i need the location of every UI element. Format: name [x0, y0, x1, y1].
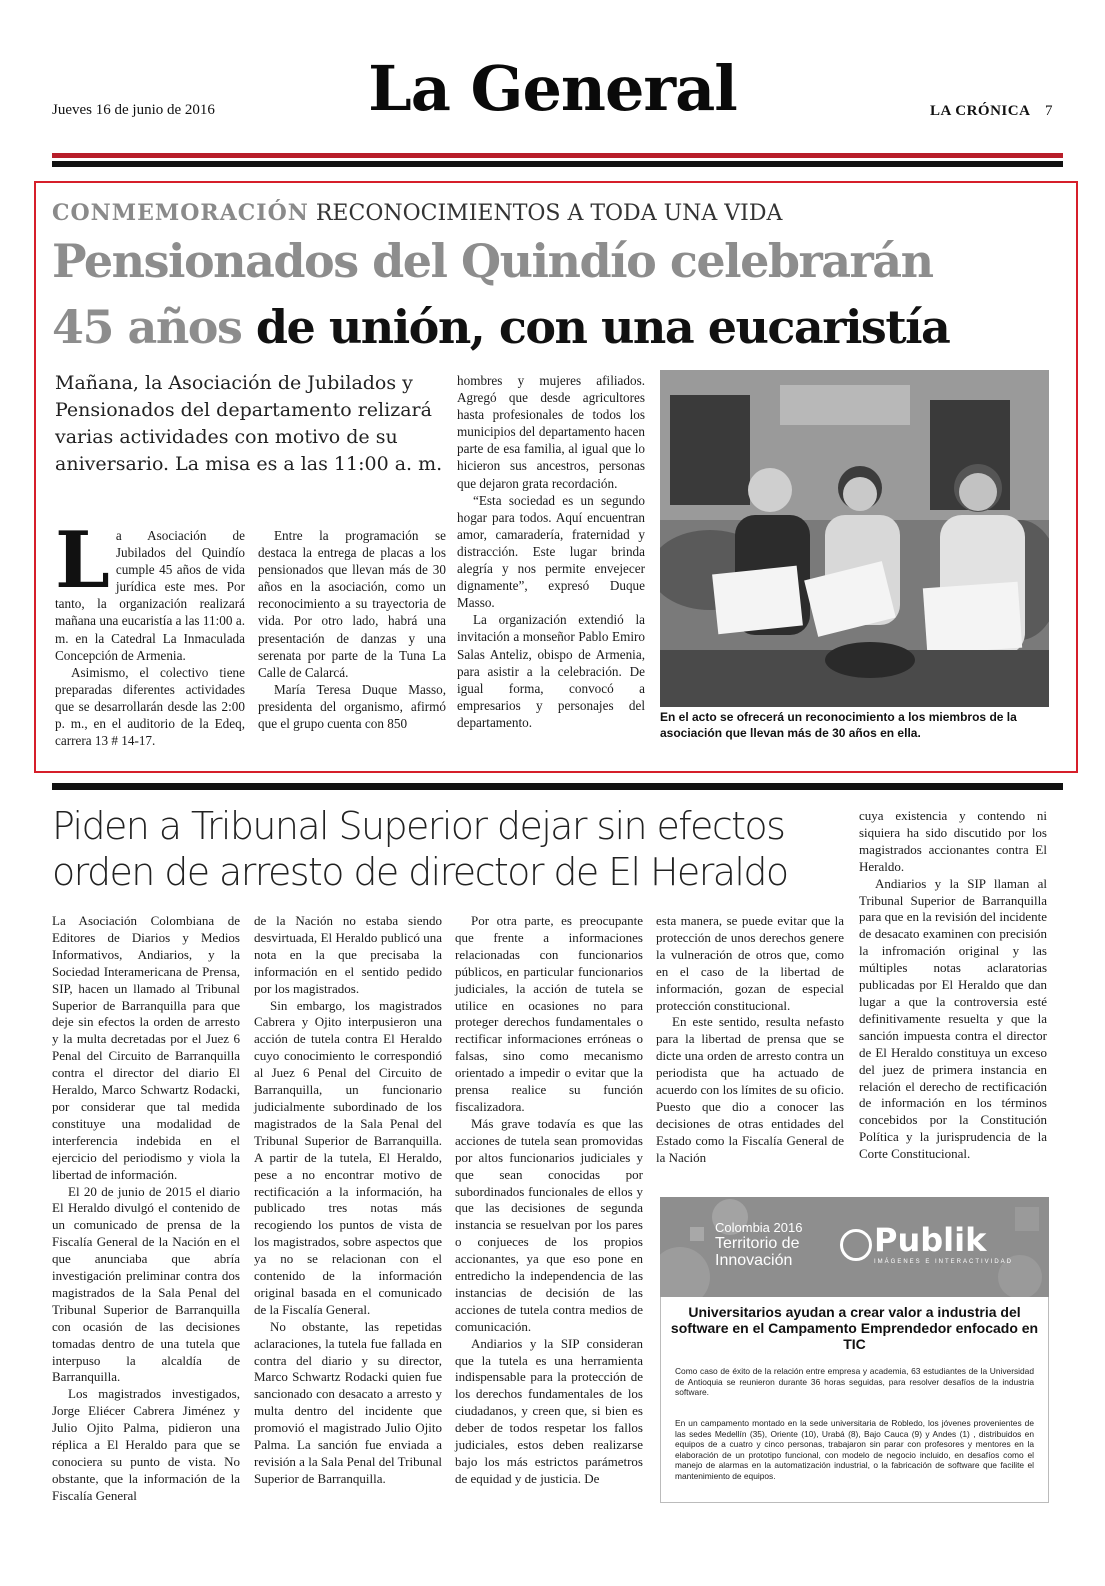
photo-illustration [660, 370, 1049, 707]
a2-col1-p1: La Asociación Colombiana de Editores de Diarios y Medios Informativos, Andiarios, y la Sociedad Interamericana de Prensa, SIP, hacen un llamado al Tribunal Superior de Barranquilla para que deje sin efectos la orden de arresto y la multa decretadas por el Juez 6 Penal del Circuito de Barranquilla contra el director del diario El Heraldo, Marco Schwartz Rodacki, por considerar que tal medida constituye una modalidad de interferencia indebida en el ejercicio del periodismo y viola la libertad de información. [52, 913, 240, 1182]
feature-col3-p3: La organización extendió la invitación a monseñor Pablo Emiro Salas Anteliz, obispo de Armenia, para asistir a la celebración. De igual forma, convocó a empresarios y personajes del departamento. [457, 612, 645, 730]
feature-col3-p2: “Esta sociedad es un segundo hogar para todos. Aquí encuentran amor, camaradería, fraternidad y distracción. Este lugar brinda alegría y nos permite envejecer dignamente”, expresó Duque Masso. [457, 492, 645, 611]
page-number: 7 [1045, 103, 1053, 119]
photo-caption: En el acto se ofrecerá un reconocimiento a los miembros de la asociación que llevan más de 30 años en ella. [660, 710, 1017, 740]
ad-headline: Universitarios ayudan a crear valor a industria del software en el Campamento Emprendedor enfocado en TIC [670, 1304, 1039, 1352]
a2-col5-p2: Andiarios y la SIP llaman al Tribunal Superior de Barranquilla para que en la revisión del incidente de desacato examinen con precisión la infromación original y las múltiples notas aclaratorias publicadas por El Heraldo que dan lugar a que la controversia esté definitivamente resuelta y que la sanción impuesta contra el director de El Heraldo constituya un exceso del juez de primera instancia en relación el derecho de rectificación de información en los términos concebidos por la Constitución Política y la jurisprudencia de la Corte Constitucional. [859, 875, 1047, 1162]
article2-column-3 [455, 913, 643, 1488]
article2-column-4 [656, 913, 844, 1167]
drop-cap: L [55, 515, 110, 606]
a2-col5-p1: cuya existencia y contendo ni siquiera ha sido discutido por los magistrados accionantes contra El Heraldo. [859, 808, 1047, 874]
headline-gray: 45 años [52, 300, 242, 354]
ad-badge-line3: Innovación [715, 1252, 793, 1269]
a2-col3-p3: Andiarios y la SIP consideran que la tutela es una herramienta indispensable para la protección de los derechos fundamentales de los ciudadanos, y creen que, si bien es deber de todos respetar los fallos judiciales, estos deben realizarse bajo los más estrictos parámetros de equidad y de justicia. De [455, 1335, 643, 1486]
ad-paragraph-1: Como caso de éxito de la relación entre empresa y academia, 63 estudiantes de la Universidad de Antioquia se reunieron durante 36 horas seguidas, para resolver desafíos de la industria software. [675, 1366, 1034, 1397]
section-divider [52, 783, 1063, 790]
a2-col3-p1: Por otra parte, es preocupante que frente a informaciones relacionadas con funcionarios públicos, en particular funcionarios judiciales, la acción de tutela se utilice en ocasiones no para proteger derechos fundamentales o rectificar informaciones erróneas o falsas, sino como mecanismo orientado a impedir o evitar que la prensa realice su función fiscalizadora. [455, 913, 643, 1114]
header-rule-black [52, 161, 1063, 167]
article2-headline: Piden a Tribunal Superior dejar sin efectos orden de arresto de director de El Heraldo [52, 804, 788, 894]
article2-column-1 [52, 913, 240, 1505]
feature-col1-p1: La Asociación de Jubilados del Quindío cumple 45 años de vida jurídica este mes. Por tanto, la organización realizará mañana una eucaristía a las 11:00 a. m. en la Catedral La Inmaculada Concepción de Armenia. [55, 515, 245, 663]
feature-deck: Mañana, la Asociación de Jubilados y Pensionados del departamento relizará varias actividades con motivo de su aniversario. La misa es a las 11:00 a. m. [55, 372, 443, 475]
feature-col3-p1: hombres y mujeres afiliados. Agregó que desde agricultores hasta profesionales de todos los municipios del departamento hacen parte de esa familia, al igual que lo hicieron sus ancestros, personas que dejaron grata recordación. [457, 373, 645, 491]
ad-paragraph-2: En un campamento montado en la sede universitaria de Robledo, los jóvenes provenientes de las sedes Medellín (35), Oriente (10), Urabá (8), Bajo Cauca (9) y Andes (1) , distribuidos en equipos de a cuatro y cinco personas, trabajaron sin parar con profesores y mentores en la elaboración de un prototipo funcional, con modelo de negocio incluido, en desafíos como el manejo de alarmas en la automatización industrial, o la fabricación de software que facilite el mantenimiento de equipos. [675, 1418, 1034, 1481]
a2-col4-p1: esta manera, se puede evitar que la protección de unos derechos genere la vulneración de otros que, como en el caso de la libertad de información, gozan de especial protección constitucional. [656, 913, 844, 1013]
feature-photo [660, 370, 1049, 707]
headline-line-2 [52, 294, 1062, 360]
publik-logo-icon [840, 1229, 872, 1261]
article2-column-5 [859, 808, 1047, 1163]
feature-column-1 [55, 515, 245, 749]
ad-brand-tagline: IMÁGENES E INTERACTIVIDAD [874, 1259, 1014, 1265]
header-rule-red [52, 153, 1063, 158]
feature-kicker [52, 200, 782, 226]
kicker-text: RECONOCIMIENTOS A TODA UNA VIDA [315, 201, 783, 226]
ad-badge-line2: Territorio de [715, 1235, 800, 1252]
ad-banner [660, 1197, 1049, 1297]
a2-col2-p2: Sin embargo, los magistrados Cabrera y Ojito interpusieron una acción de tutela contra El Heraldo cuyo conocimiento le correspondió al Juez 6 Penal del Circuito de Barranquilla, un funcionario judicialmente subordinado de los magistrados de la Sala Penal del Tribunal Superior de Barranquilla. A partir de la tutela, El Heraldo, pese a no encontrar motivo de rectificación a la información, ha publicado tres notas más recogiendo los puntos de vista de los magistrados, sobre aspectos que ya no se relacionan con el contenido de la información original basada en el comunicado de la Fiscalía General. [254, 997, 442, 1317]
feature-headline [52, 228, 1062, 360]
feature-column-2 [258, 527, 446, 732]
issue-date: Jueves 16 de junio de 2016 [52, 102, 215, 118]
a2-col3-p2: Más grave todavía es que las acciones de tutela sean promovidas por altos funcionarios judiciales y que sean conocidas por subordinados funcionales de ellos y que las decisiones de segunda instancia se resuelvan por los pares o conjueces de los propios accionantes, ya que eso pone en entredicho la independencia de las instancias de decisión de las acciones de tutela contra medios de comunicación. [455, 1115, 643, 1334]
kicker-label: CONMEMORACIÓN [52, 200, 309, 226]
a2-col1-p3: Los magistrados investigados, Jorge Eliécer Cabrera Jiménez y Julio Ojito Palma, pidieron una réplica a El Heraldo para que se conociera su punto de vista. No obstante, que la información de la Fiscalía General [52, 1386, 240, 1503]
feature-col2-p2: María Teresa Duque Masso, presidenta del organismo, afirmó que el grupo cuenta con 850 [258, 681, 446, 732]
a2-col4-p2: En este sentido, resulta nefasto para la libertad de prensa que se dicte una orden de arresto contra un periodista que ha actuado de acuerdo con los límites de su oficio. Puesto que dio a conocer las decisiones de otras entidades del Estado como la Fiscalía General de la Nación [656, 1014, 844, 1165]
headline-dark: de unión, con una eucaristía [255, 300, 950, 354]
article2-column-2 [254, 913, 442, 1488]
section-title: La General [368, 52, 737, 125]
newspaper-name: LA CRÓNICA [930, 103, 1031, 119]
a2-col1-p2: El 20 de junio de 2015 el diario El Heraldo divulgó el contenido de un comunicado de prensa de la Fiscalía General de la Nación en el que anunciaba que abría investigación preliminar contra dos magistrados de la Sala Penal del Tribunal Superior de Barranquilla con ocasión de las decisiones tomadas dentro de una tutela que interpuso la alcaldía de Barranquilla. [52, 1183, 240, 1385]
ad-brand: Publik [874, 1221, 987, 1259]
feature-column-3 [457, 372, 645, 731]
feature-col1-p2: Asimismo, el colectivo tiene preparadas diferentes actividades que se desarrollarán desde las 2:00 p. m., en el auditorio de la Edeq, carrera 13 # 14-17. [55, 664, 245, 749]
a2-col2-p1: de la Nación no estaba siendo desvirtuada, El Heraldo publicó una nota en la que precisaba la información en el sentido pedido por los magistrados. [254, 913, 442, 996]
feature-col2-p1: Entre la programación se destaca la entrega de placas a los pensionados que llevan más de 30 años en la asociación, como un reconocimiento a su trayectoria de vida. Por otro lado, habrá una presentación de danzas y una serenata por parte de la Tuna La Calle de Calarcá. [258, 528, 446, 680]
headline-line-1: Pensionados del Quindío celebrarán [52, 234, 933, 288]
ad-badge-line1: Colombia 2016 [715, 1220, 803, 1235]
a2-col2-p3: No obstante, las repetidas aclaraciones, la tutela fue fallada en contra del diario y su director, Marco Schwartz Rodacki quien fue sancionado con desacato a arresto y multa dentro del incidente que promovió el magistrado Julio Ojito Palma. La sanción fue enviada a revisión a la Sala Penal del Tribunal Superior de Barranquilla. [254, 1318, 442, 1486]
